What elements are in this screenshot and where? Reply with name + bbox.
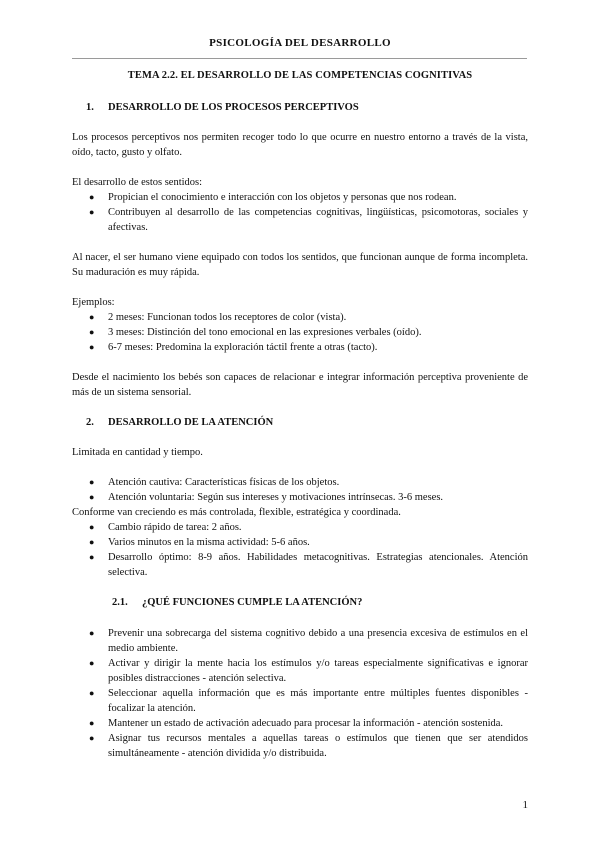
attention-types-list [72,475,528,505]
list-item: ● Prevenir una sobrecarga del sistema cognitivo debido a una presencia excesiva de estímulos en el medio ambiente. [89,628,528,654]
section-1-closing: Desde el nacimiento los bebés son capaces de relacionar e integrar información perceptiva proveniente de más de un sistema sensorial. [72,372,528,398]
page-number: 1 [522,799,528,811]
subsection-2-1-heading [72,595,528,610]
bullet-icon: ● [89,327,95,337]
tema-title: TEMA 2.2. EL DESARROLLO DE LAS COMPETENCIAS COGNITIVAS [127,70,473,81]
bullet-icon: ● [89,312,95,322]
list-item: ● Cambio rápido de tarea: 2 años. [89,522,242,533]
subsection-2-1-number: 2.1. [112,597,128,608]
senses-list [72,190,528,235]
list-item: ● Asignar tus recursos mentales a aquellas tareas o estímulos que tienen que ser atendidos simultáneamente - atención dividida y/o distribuida. [89,733,528,759]
list-item: ● 6-7 meses: Predomina la exploración táctil frente a otras (tacto). [89,342,378,353]
list-item: ● Atención cautiva: Características físicas de los objetos. [89,477,340,488]
section-1-title: DESARROLLO DE LOS PROCESOS PERCEPTIVOS [108,102,359,113]
section-1-number: 1. [86,102,94,113]
running-header-title: PSICOLOGÍA DEL DESARROLLO [209,37,391,49]
bullet-icon: ● [89,477,95,487]
list-item: ● Contribuyen al desarrollo de las competencias cognitivas, lingüísticas, psicomotoras, sociales y afectivas. [89,207,528,233]
bullet-icon: ● [89,537,95,547]
list-item: ● Atención voluntaria: Según sus intereses y motivaciones intrínsecas. 3-6 meses. [89,492,444,503]
list-item: ● Activar y dirigir la mente hacia los estímulos y/o tareas especialmente significativas e ignorar posibles distracciones - atención selectiva. [89,658,528,684]
birth-paragraph: Al nacer, el ser humano viene equipado con todos los sentidos, que funcionan aunque de forma incompleta. Su maduración es muy rápida. [72,252,528,278]
growth-paragraph: Conforme van creciendo es más controlada, flexible, estratégica y coordinada. [72,507,401,518]
list-item: ● Seleccionar aquella información que es más importante entre múltiples fuentes disponibles - focalizar la atención. [89,688,528,714]
section-2-intro: Limitada en cantidad y tiempo. [72,447,203,458]
list-item: ● Mantener un estado de activación adecuado para procesar la información - atención sostenida. [89,718,504,729]
examples-intro: Ejemplos: [72,297,115,308]
page-content [72,68,528,776]
bullet-icon: ● [89,688,95,698]
bullet-icon: ● [89,733,95,743]
header-divider [72,58,527,59]
bullet-icon: ● [89,522,95,532]
section-2-title: DESARROLLO DE LA ATENCIÓN [108,417,274,428]
bullet-icon: ● [89,658,95,668]
section-2-number: 2. [86,417,94,428]
attention-functions-list [72,626,528,761]
list-item: ● Varios minutos en la misma actividad: 5-6 años. [89,537,310,548]
list-item: ● 3 meses: Distinción del tono emocional en las expresiones verbales (oído). [89,327,422,338]
bullet-icon: ● [89,718,95,728]
bullet-icon: ● [89,207,95,217]
bullet-icon: ● [89,192,95,202]
section-2-heading [72,415,528,430]
section-1-intro: Los procesos perceptivos nos permiten recoger todo lo que ocurre en nuestro entorno a través de la vista, oído, tacto, gusto y olfato. [72,132,528,158]
bullet-icon: ● [89,552,95,562]
bullet-icon: ● [89,342,95,352]
list-item: ● 2 meses: Funcionan todos los receptores de color (vista). [89,312,347,323]
list-item: ● Desarrollo óptimo: 8-9 años. Habilidades metacognitivas. Estrategias atencionales. Atención selectiva. [89,552,528,578]
examples-list [72,310,528,355]
bullet-icon: ● [89,628,95,638]
senses-intro: El desarrollo de estos sentidos: [72,177,203,188]
growth-list [72,520,528,580]
list-item: ● Propician el conocimiento e interacción con los objetos y personas que nos rodean. [89,192,457,203]
bullet-icon: ● [89,492,95,502]
subsection-2-1-title: ¿QUÉ FUNCIONES CUMPLE LA ATENCIÓN? [142,597,363,608]
section-1-heading [72,100,528,115]
